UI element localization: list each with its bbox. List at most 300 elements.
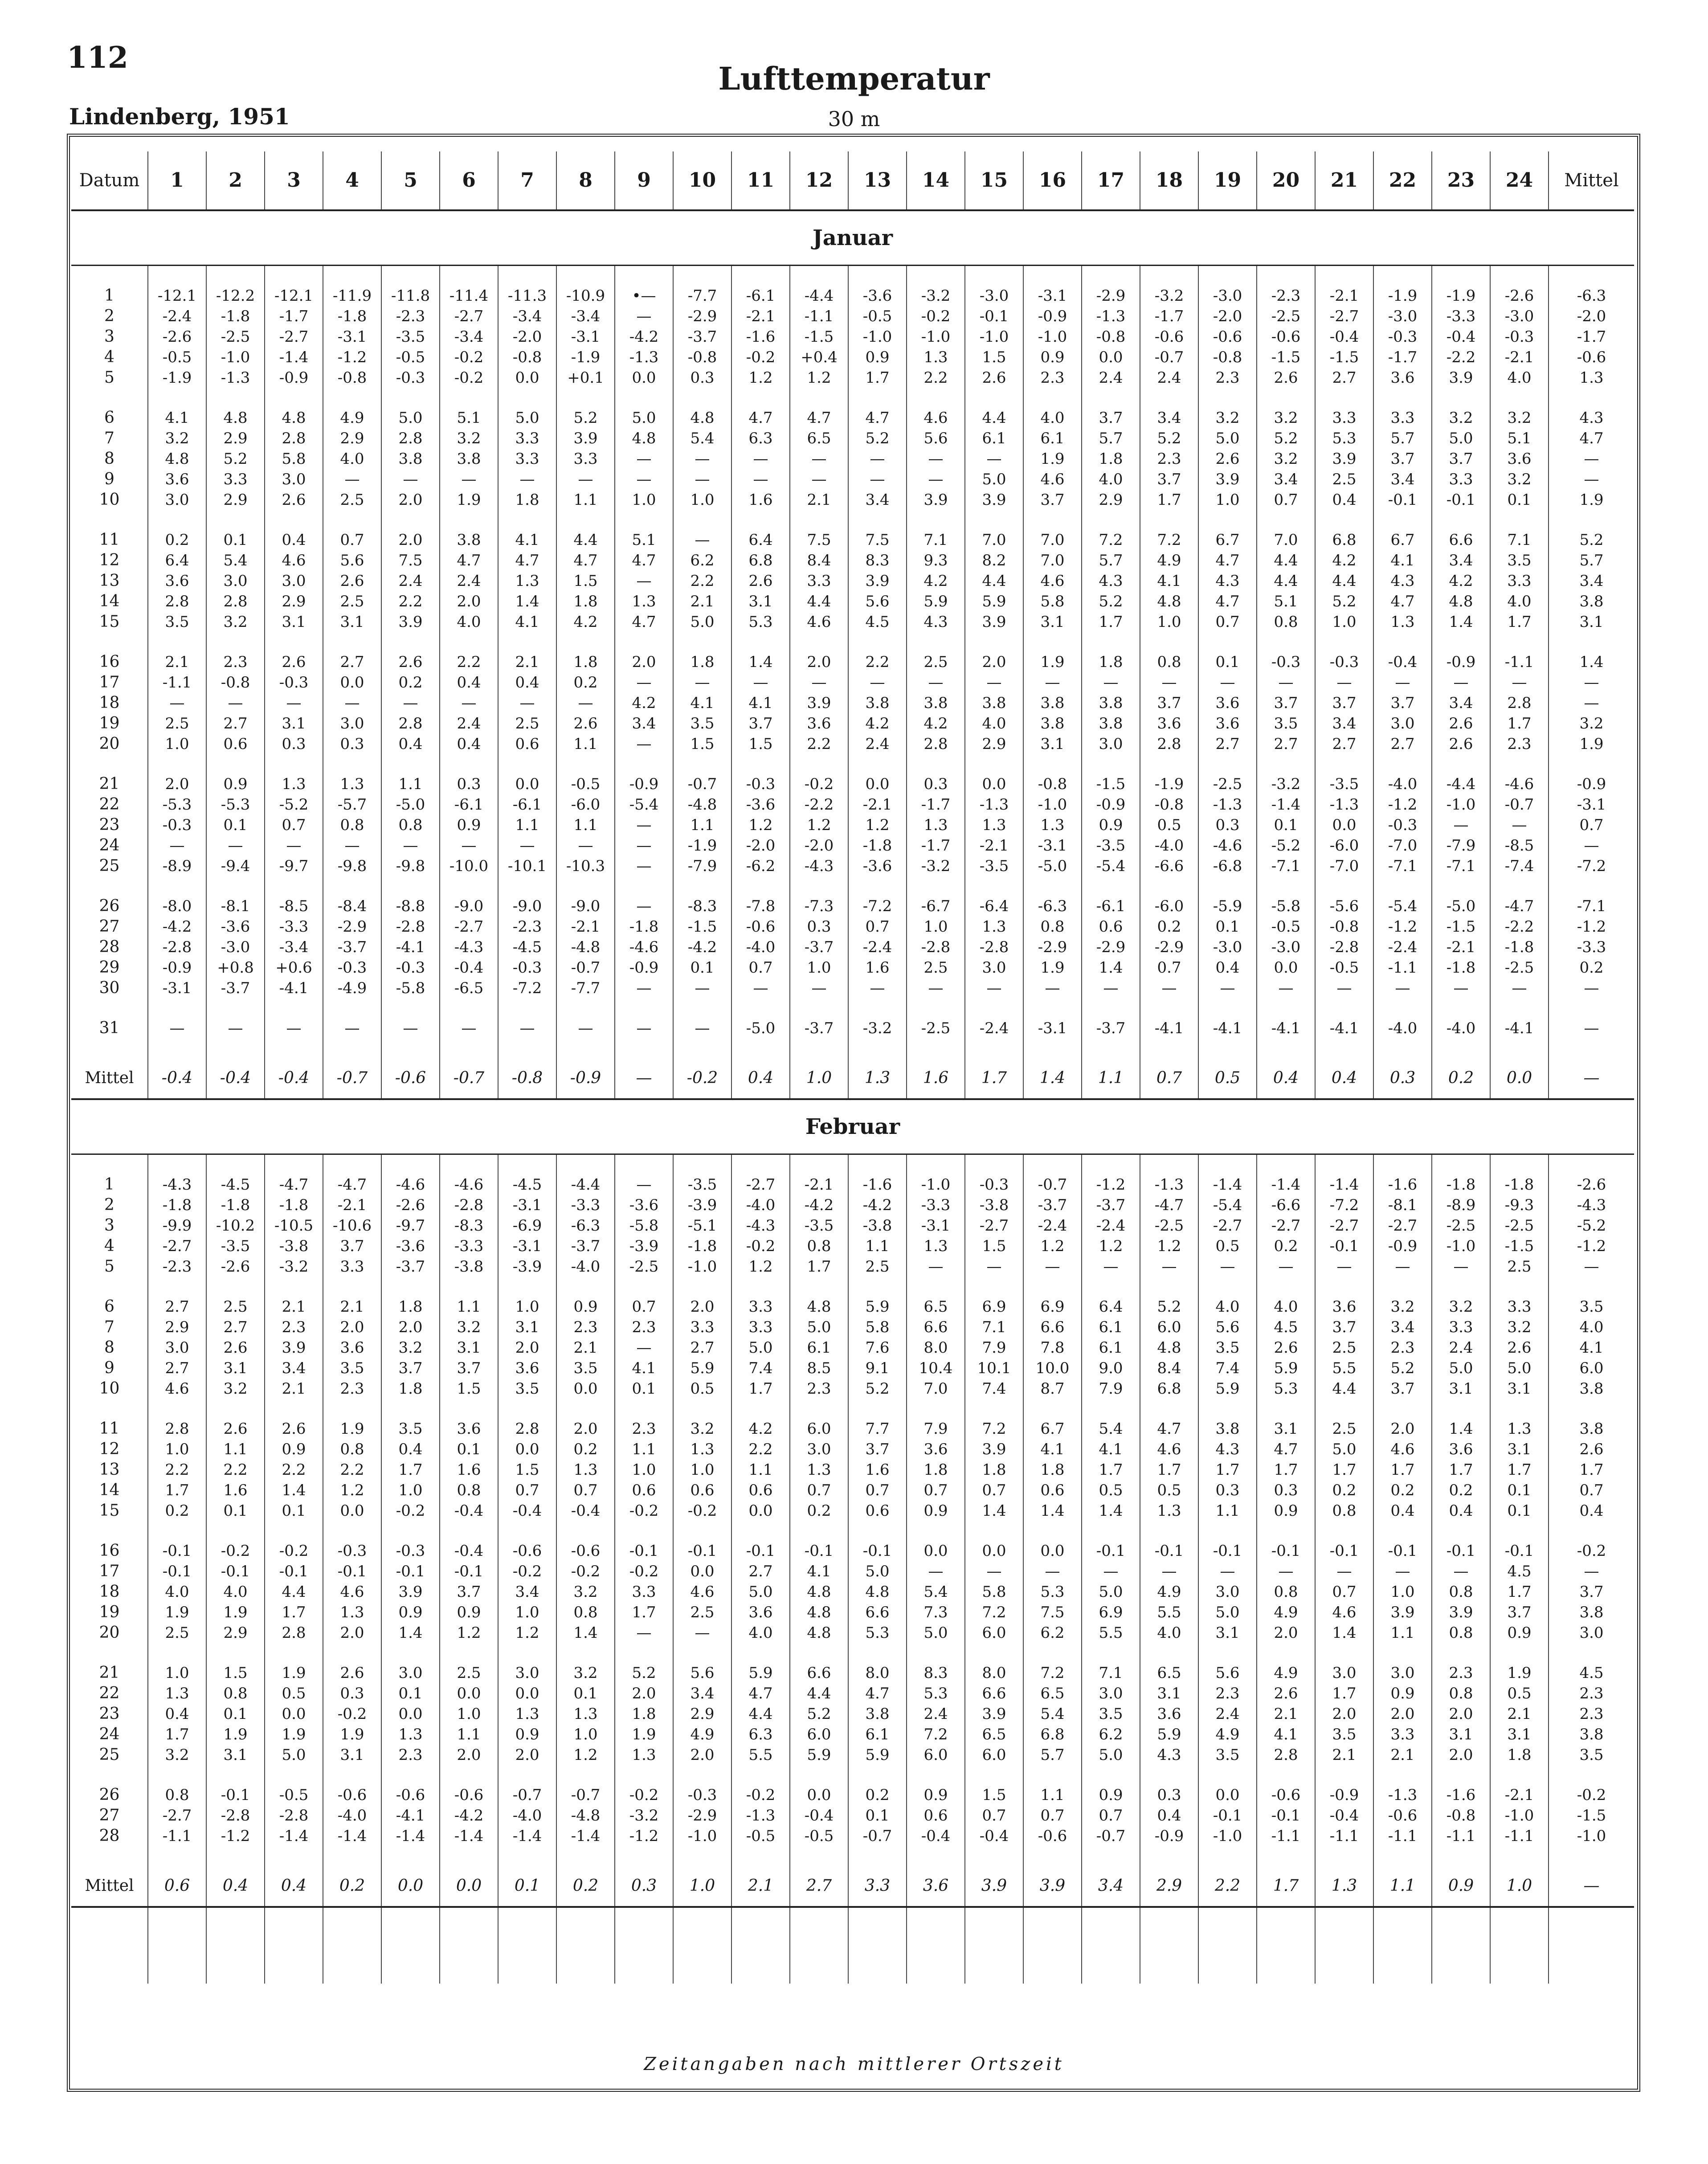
spacer-cell	[965, 1907, 1023, 1984]
hour-value-cell: 1.0	[1315, 612, 1373, 632]
hourly-mean-cell: 1.3	[1315, 1866, 1373, 1907]
spacer-cell	[1490, 1907, 1549, 1984]
hour-value-cell: 7.1	[907, 530, 965, 550]
hour-value-cell: 5.3	[848, 1623, 907, 1643]
spacer-cell	[1198, 1846, 1257, 1866]
hour-value-cell: 1.6	[848, 1460, 907, 1480]
spacer-cell	[848, 1521, 907, 1541]
table-row	[71, 571, 1634, 591]
hour-value-cell: -3.2	[265, 1256, 323, 1277]
hour-value-cell: 1.7	[1373, 1460, 1432, 1480]
spacer-cell	[1373, 1643, 1432, 1663]
hour-value-cell: 4.3	[1198, 571, 1257, 591]
spacer-cell	[265, 876, 323, 896]
spacer-cell	[731, 1643, 790, 1663]
hour-value-cell: 2.5	[323, 490, 381, 510]
hour-value-cell: 2.5	[907, 957, 965, 978]
hour-value-cell: —	[907, 1561, 965, 1582]
hour-value-cell: —	[790, 978, 848, 998]
hour-value-cell: 4.8	[673, 408, 731, 428]
hour-value-cell: 0.5	[1082, 1480, 1140, 1501]
spacer-cell	[615, 388, 673, 408]
spacer-cell	[265, 1399, 323, 1419]
group-spacer-row	[71, 1521, 1634, 1541]
hour-value-cell: -2.5	[907, 1018, 965, 1039]
spacer-cell	[1315, 876, 1373, 896]
spacer-cell	[1490, 1846, 1549, 1866]
hour-value-cell: -9.8	[381, 856, 440, 876]
hour-value-cell: 0.0	[1315, 815, 1373, 835]
hour-value-cell: -8.8	[381, 896, 440, 916]
hour-value-cell: -2.5	[615, 1256, 673, 1277]
spacer-cell	[615, 754, 673, 774]
hour-value-cell: 0.9	[1373, 1683, 1432, 1704]
hourly-mean-cell: 0.3	[1373, 1058, 1432, 1099]
hour-value-cell: 7.2	[1140, 530, 1198, 550]
hour-value-cell: -9.8	[323, 856, 381, 876]
daily-mean-cell: 3.2	[1549, 713, 1634, 734]
hour-value-cell: 5.0	[1432, 1358, 1490, 1379]
daily-mean-cell: -3.1	[1549, 794, 1634, 815]
hour-value-cell: 5.0	[1082, 1745, 1140, 1765]
table-row	[71, 957, 1634, 978]
hour-value-cell: 1.3	[965, 815, 1023, 835]
hour-value-cell: -1.7	[1373, 347, 1432, 368]
hour-value-cell: -1.6	[1432, 1785, 1490, 1805]
hour-value-cell: 0.8	[1432, 1623, 1490, 1643]
hour-value-cell: 3.9	[381, 612, 440, 632]
hour-value-cell: 3.9	[965, 1704, 1023, 1724]
hour-value-cell: 3.4	[1257, 469, 1315, 490]
spacer-cell	[1490, 1154, 1549, 1175]
hour-value-cell: -1.4	[1257, 1174, 1315, 1195]
spacer-cell	[556, 1907, 615, 1984]
hour-value-cell: 2.7	[323, 652, 381, 672]
hour-value-cell: 6.8	[731, 550, 790, 571]
hour-value-cell: -3.2	[907, 286, 965, 306]
table-row	[71, 1317, 1634, 1338]
hour-value-cell: 1.0	[148, 1439, 206, 1460]
spacer-cell	[323, 876, 381, 896]
hour-value-cell: 4.1	[148, 408, 206, 428]
hour-value-cell: —	[615, 1338, 673, 1358]
day-cell: 25	[99, 1746, 120, 1764]
spacer-cell	[71, 388, 148, 408]
hour-value-cell: -2.0	[790, 835, 848, 856]
spacer-cell	[673, 266, 731, 286]
hour-value-cell: -0.8	[673, 347, 731, 368]
hour-value-cell: 2.3	[1198, 368, 1257, 388]
spacer-cell	[440, 1846, 498, 1866]
spacer-cell	[1023, 1846, 1082, 1866]
hour-value-cell: 4.9	[1198, 1724, 1257, 1745]
hour-value-cell: 4.6	[1315, 1602, 1373, 1623]
spacer-cell	[1549, 1846, 1634, 1866]
column-header: 6	[440, 151, 498, 210]
hourly-mean-cell: 0.0	[440, 1866, 498, 1907]
hour-value-cell: 7.5	[381, 550, 440, 571]
hour-value-cell: 3.5	[1315, 1724, 1373, 1745]
hour-value-cell: 2.6	[1198, 449, 1257, 469]
hour-value-cell: 8.3	[848, 550, 907, 571]
hour-value-cell: 0.9	[907, 1501, 965, 1521]
hour-value-cell: 2.8	[265, 1623, 323, 1643]
daily-mean-cell: -1.2	[1549, 1236, 1634, 1256]
spacer-cell	[1432, 388, 1490, 408]
spacer-cell	[615, 266, 673, 286]
hour-value-cell: —	[907, 672, 965, 693]
daily-mean-cell: 0.2	[1549, 957, 1634, 978]
hour-value-cell: -3.8	[440, 1256, 498, 1277]
hour-value-cell: -3.5	[1082, 835, 1140, 856]
hour-value-cell: 3.7	[1315, 693, 1373, 713]
hour-value-cell: 1.3	[498, 571, 556, 591]
hour-value-cell: -4.6	[1490, 774, 1549, 794]
column-header: Mittel	[1549, 151, 1634, 210]
hour-value-cell: 0.0	[498, 368, 556, 388]
hour-value-cell: —	[965, 449, 1023, 469]
spacer-cell	[1490, 754, 1549, 774]
hour-value-cell: -3.8	[265, 1236, 323, 1256]
spacer-cell	[1549, 998, 1634, 1018]
hour-value-cell: 10.0	[1023, 1358, 1082, 1379]
hourly-mean-cell: 3.3	[848, 1866, 907, 1907]
hour-value-cell: -3.9	[498, 1256, 556, 1277]
spacer-cell	[1432, 632, 1490, 652]
hour-value-cell: -1.5	[1432, 916, 1490, 937]
day-cell: 17	[99, 1562, 120, 1580]
hour-value-cell: -0.5	[1315, 957, 1373, 978]
hour-value-cell: -1.9	[1373, 286, 1432, 306]
hour-value-cell: 6.0	[790, 1724, 848, 1745]
daily-mean-cell: 3.8	[1549, 591, 1634, 612]
hour-value-cell: -0.9	[1432, 652, 1490, 672]
hour-value-cell: 4.0	[1257, 1297, 1315, 1317]
hour-value-cell: 1.9	[265, 1663, 323, 1683]
hour-value-cell: 4.0	[206, 1582, 265, 1602]
hour-value-cell: -0.9	[1315, 1785, 1373, 1805]
hour-value-cell: 3.5	[1198, 1745, 1257, 1765]
table-row	[71, 347, 1634, 368]
spacer-cell	[1257, 1039, 1315, 1058]
hour-value-cell: 6.5	[1023, 1683, 1082, 1704]
hour-value-cell: -1.4	[498, 1826, 556, 1846]
hour-value-cell: 3.3	[673, 1317, 731, 1338]
spacer-cell	[965, 388, 1023, 408]
hour-value-cell: 3.7	[1315, 1317, 1373, 1338]
spacer-cell	[148, 876, 206, 896]
table-row	[71, 672, 1634, 693]
hourly-mean-cell: 1.1	[1373, 1866, 1432, 1907]
hour-value-cell: 0.9	[440, 815, 498, 835]
table-row	[71, 896, 1634, 916]
hour-value-cell: 8.0	[907, 1338, 965, 1358]
hour-value-cell: 0.3	[1140, 1785, 1198, 1805]
spacer-cell	[556, 876, 615, 896]
hour-value-cell: -6.6	[1257, 1195, 1315, 1215]
hour-value-cell: 7.2	[965, 1602, 1023, 1623]
spacer-cell	[498, 510, 556, 530]
hour-value-cell: 4.6	[907, 408, 965, 428]
spacer-cell	[71, 632, 148, 652]
spacer-cell	[1432, 754, 1490, 774]
hour-value-cell: 3.7	[1373, 449, 1432, 469]
hour-value-cell: -6.8	[1198, 856, 1257, 876]
hour-value-cell: -0.2	[731, 1236, 790, 1256]
hour-value-cell: -4.3	[790, 856, 848, 876]
hour-value-cell: 1.3	[1373, 612, 1432, 632]
hour-value-cell: -4.6	[381, 1174, 440, 1195]
hour-value-cell: 2.9	[1082, 490, 1140, 510]
hour-value-cell: —	[615, 835, 673, 856]
hour-value-cell: -1.3	[965, 794, 1023, 815]
hour-value-cell: 3.6	[907, 1439, 965, 1460]
hour-value-cell: 1.7	[1315, 1460, 1373, 1480]
day-cell: 7	[104, 1318, 114, 1336]
hour-value-cell: -2.1	[965, 835, 1023, 856]
spacer-cell	[71, 1399, 148, 1419]
spacer-cell	[1082, 632, 1140, 652]
spacer-cell	[323, 1277, 381, 1297]
hour-value-cell: 0.8	[1257, 612, 1315, 632]
hour-value-cell: 4.4	[965, 408, 1023, 428]
hour-value-cell: -8.3	[440, 1215, 498, 1236]
daily-mean-cell: 3.4	[1549, 571, 1634, 591]
hour-value-cell: 3.5	[1490, 550, 1549, 571]
spacer-cell	[1257, 1154, 1315, 1175]
daily-mean-cell: -7.1	[1549, 896, 1634, 916]
hour-value-cell: 0.0	[1198, 1785, 1257, 1805]
hour-value-cell: -0.2	[731, 1785, 790, 1805]
hour-value-cell: -1.1	[790, 306, 848, 327]
hour-value-cell: 1.2	[1023, 1236, 1082, 1256]
hour-value-cell: 3.9	[790, 693, 848, 713]
table-row	[71, 1174, 1634, 1195]
table-row	[71, 815, 1634, 835]
hour-value-cell: 0.7	[1140, 957, 1198, 978]
hour-value-cell: 1.4	[1432, 612, 1490, 632]
hour-value-cell: -5.3	[206, 794, 265, 815]
hour-value-cell: -9.9	[148, 1215, 206, 1236]
hour-value-cell: -1.0	[673, 1826, 731, 1846]
hour-value-cell: -1.3	[1140, 1174, 1198, 1195]
hour-value-cell: -4.2	[615, 327, 673, 347]
hour-value-cell: 4.3	[907, 612, 965, 632]
spacer-cell	[498, 1039, 556, 1058]
hour-value-cell: 0.6	[1023, 1480, 1082, 1501]
hour-value-cell: 6.7	[1373, 530, 1432, 550]
spacer-cell	[1432, 876, 1490, 896]
spacer-cell	[206, 1907, 265, 1984]
hour-value-cell: -6.0	[1140, 896, 1198, 916]
spacer-cell	[790, 1399, 848, 1419]
hour-value-cell: 2.6	[1257, 1683, 1315, 1704]
hour-value-cell: —	[265, 835, 323, 856]
hour-value-cell: 2.1	[1257, 1704, 1315, 1724]
hour-value-cell: 4.6	[1023, 571, 1082, 591]
spacer-cell	[1198, 754, 1257, 774]
spacer-cell	[615, 1039, 673, 1058]
spacer-cell	[907, 1521, 965, 1541]
hour-value-cell: —	[1432, 1561, 1490, 1582]
hour-value-cell: -0.6	[1023, 1826, 1082, 1846]
spacer-cell	[1257, 632, 1315, 652]
spacer-cell	[1082, 1154, 1140, 1175]
hour-value-cell: 3.6	[148, 469, 206, 490]
hourly-mean-cell: —	[615, 1058, 673, 1099]
spacer-cell	[907, 1039, 965, 1058]
table-row	[71, 1215, 1634, 1236]
hour-value-cell: 0.0	[323, 672, 381, 693]
hour-value-cell: -6.2	[731, 856, 790, 876]
spacer-cell	[673, 1907, 731, 1984]
daily-mean-cell: 2.6	[1549, 1439, 1634, 1460]
hour-value-cell: 3.9	[1373, 1602, 1432, 1623]
hour-value-cell: 1.2	[440, 1623, 498, 1643]
hour-value-cell: —	[265, 1018, 323, 1039]
hour-value-cell: -5.0	[1432, 896, 1490, 916]
hour-value-cell: 4.7	[1373, 591, 1432, 612]
hour-value-cell: 2.0	[498, 1338, 556, 1358]
hour-value-cell: 0.1	[1257, 815, 1315, 835]
spacer-cell	[206, 998, 265, 1018]
hour-value-cell: 1.9	[615, 1724, 673, 1745]
hour-value-cell: 6.6	[965, 1683, 1023, 1704]
spacer-cell	[1549, 876, 1634, 896]
hour-value-cell: -3.7	[323, 937, 381, 957]
spacer-cell	[323, 754, 381, 774]
hour-value-cell: 0.3	[907, 774, 965, 794]
spacer-cell	[1373, 1154, 1432, 1175]
spacer-cell	[381, 1277, 440, 1297]
spacer-cell	[148, 1765, 206, 1785]
hour-value-cell: 3.5	[1198, 1338, 1257, 1358]
hour-value-cell: -8.0	[148, 896, 206, 916]
hour-value-cell: 3.8	[1023, 693, 1082, 713]
hour-value-cell: 2.3	[206, 652, 265, 672]
hour-value-cell: 0.0	[1257, 957, 1315, 978]
spacer-cell	[790, 1846, 848, 1866]
hour-value-cell: —	[440, 1018, 498, 1039]
hour-value-cell: 0.5	[1140, 815, 1198, 835]
hour-value-cell: 2.3	[790, 1379, 848, 1399]
hour-value-cell: 2.8	[381, 428, 440, 449]
day-cell: 27	[99, 917, 120, 936]
hour-value-cell: 3.7	[440, 1582, 498, 1602]
hour-value-cell: 4.0	[731, 1623, 790, 1643]
hour-value-cell: 5.9	[731, 1663, 790, 1683]
spacer-cell	[1257, 1521, 1315, 1541]
daily-mean-cell: —	[1549, 469, 1634, 490]
hour-value-cell: 1.7	[1082, 612, 1140, 632]
hour-value-cell: 4.6	[265, 550, 323, 571]
hour-value-cell: 5.0	[731, 1338, 790, 1358]
spacer-cell	[965, 876, 1023, 896]
table-row	[71, 1460, 1634, 1480]
daily-mean-cell: —	[1549, 1018, 1634, 1039]
table-filler-row	[71, 1907, 1634, 1984]
spacer-cell	[1082, 1846, 1140, 1866]
spacer-cell	[790, 1521, 848, 1541]
footer-note: Zeitangaben nach mittlerer Ortszeit	[644, 2054, 1064, 2074]
hour-value-cell: -0.5	[265, 1785, 323, 1805]
daily-mean-cell: -1.5	[1549, 1805, 1634, 1826]
hour-value-cell: 1.4	[1082, 957, 1140, 978]
hour-value-cell: 0.0	[440, 1683, 498, 1704]
table-row	[71, 693, 1634, 713]
hour-value-cell: 5.6	[1198, 1663, 1257, 1683]
hour-value-cell: -4.2	[673, 937, 731, 957]
hour-value-cell: 0.9	[1257, 1501, 1315, 1521]
hour-value-cell: 6.1	[1023, 428, 1082, 449]
spacer-cell	[673, 754, 731, 774]
hour-value-cell: 0.1	[673, 957, 731, 978]
spacer-cell	[673, 1399, 731, 1419]
hour-value-cell: -0.9	[265, 368, 323, 388]
hour-value-cell: —	[615, 1623, 673, 1643]
hour-value-cell: —	[440, 693, 498, 713]
hour-value-cell: -0.1	[848, 1541, 907, 1561]
spacer-cell	[148, 754, 206, 774]
hour-value-cell: -0.3	[323, 957, 381, 978]
spacer-cell	[1140, 1399, 1198, 1419]
hour-value-cell: -4.3	[731, 1215, 790, 1236]
hour-value-cell: 3.5	[148, 612, 206, 632]
spacer-cell	[265, 1277, 323, 1297]
spacer-cell	[381, 1765, 440, 1785]
hour-value-cell: -0.8	[206, 672, 265, 693]
hour-value-cell: 4.7	[615, 612, 673, 632]
hour-value-cell: -11.4	[440, 286, 498, 306]
hour-value-cell: 3.3	[1373, 408, 1432, 428]
hour-value-cell: -1.1	[1373, 1826, 1432, 1846]
hour-value-cell: 3.0	[1082, 1683, 1140, 1704]
spacer-cell	[907, 632, 965, 652]
hourly-mean-cell: 1.7	[1257, 1866, 1315, 1907]
spacer-cell	[615, 1846, 673, 1866]
spacer-cell	[71, 1521, 148, 1541]
hour-value-cell: 4.4	[1315, 1379, 1373, 1399]
spacer-cell	[148, 388, 206, 408]
hour-value-cell: 0.9	[907, 1785, 965, 1805]
hour-value-cell: 2.0	[1257, 1623, 1315, 1643]
hour-value-cell: -0.4	[907, 1826, 965, 1846]
hourly-mean-cell: 0.2	[323, 1866, 381, 1907]
hour-value-cell: -0.9	[148, 957, 206, 978]
spacer-cell	[148, 1399, 206, 1419]
hour-value-cell: 1.1	[381, 774, 440, 794]
hour-value-cell: 2.2	[381, 591, 440, 612]
hour-value-cell: 6.3	[731, 428, 790, 449]
table-row	[71, 530, 1634, 550]
hour-value-cell: —	[907, 1256, 965, 1277]
spacer-cell	[790, 1039, 848, 1058]
hour-value-cell: 3.0	[265, 469, 323, 490]
hour-value-cell: 0.9	[1023, 347, 1082, 368]
daily-mean-cell: 1.9	[1549, 734, 1634, 754]
hour-value-cell: 3.1	[1432, 1724, 1490, 1745]
hour-value-cell: 4.7	[1198, 550, 1257, 571]
spacer-cell	[615, 510, 673, 530]
hour-value-cell: 6.9	[1023, 1297, 1082, 1317]
hour-value-cell: -1.8	[673, 1236, 731, 1256]
hour-value-cell: -2.9	[323, 916, 381, 937]
hour-value-cell: -1.6	[731, 327, 790, 347]
hour-value-cell: -2.7	[265, 327, 323, 347]
hour-value-cell: -4.0	[323, 1805, 381, 1826]
hour-value-cell: 4.6	[148, 1379, 206, 1399]
hour-value-cell: 0.1	[206, 1704, 265, 1724]
